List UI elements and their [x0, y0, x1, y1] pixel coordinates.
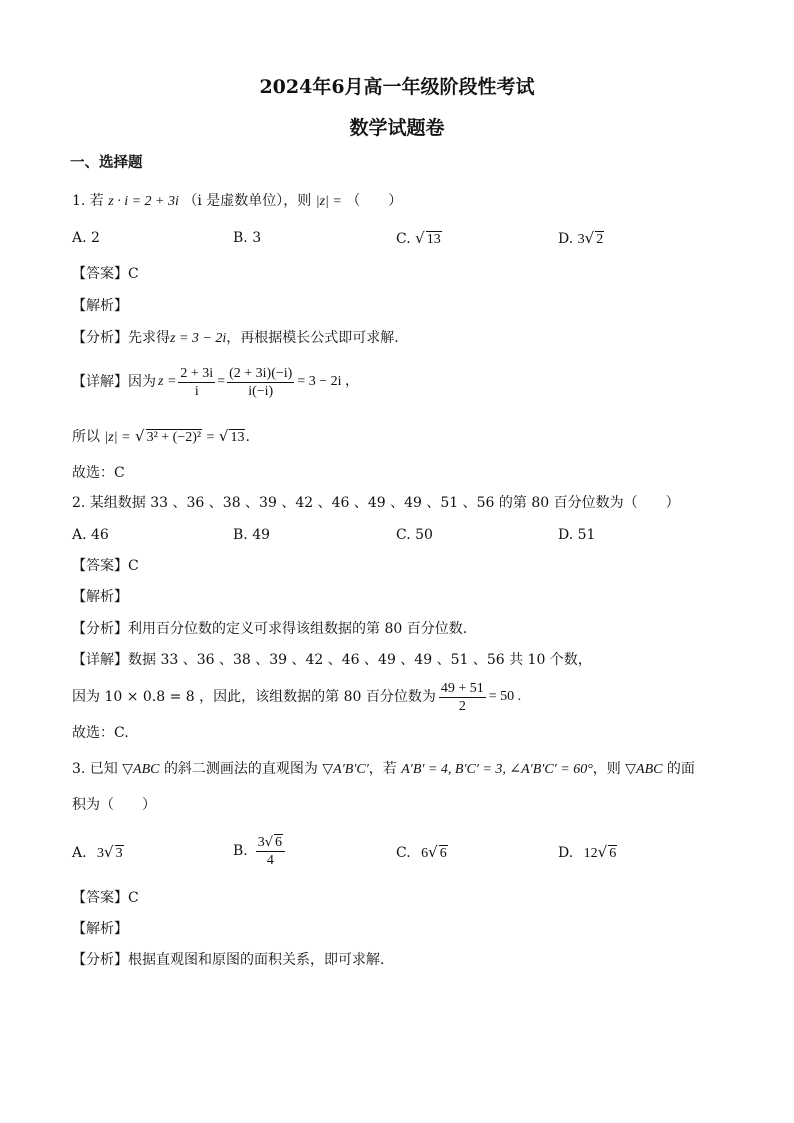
question-2-option-b: B. 49: [233, 527, 271, 543]
question-3-fenxi: 【分析】根据直观图和原图的面积关系，即可求解.: [72, 952, 385, 968]
question-3-stem: 3. 已知 ▽ABC 的斜二测画法的直观图为 ▽A′B′C′，若 A′B′ = 4, B′C′ = 3, ∠A′B′C′ = 60°，则 ▽ABC 的面: [72, 761, 695, 777]
question-2-analysis-heading: 【解析】: [72, 589, 128, 605]
question-1-option-a: A. 2: [72, 230, 100, 246]
question-1-option-d: D. 3√ 2: [558, 229, 604, 247]
fraction-option-b: $\frac{3√ 6}{4}$: [256, 834, 285, 869]
fraction-percentile: $\frac{49 + 51}{2}$: [440, 680, 484, 714]
question-1-fenxi: 【分析】先求得z = 3 − 2i，再根据模长公式即可求解.: [72, 330, 399, 346]
question-3-option-c: C. 6√ 6: [396, 843, 447, 861]
question-1-stem: 1. 若 z · i = 2 + 3i （i 是虚数单位），则 |z| = （ ）: [72, 193, 403, 209]
question-1-option-c: C. √ 13: [396, 229, 441, 247]
question-1-option-b: B. 3: [233, 230, 262, 246]
question-3-option-d: D. 12√ 6: [558, 843, 617, 861]
exam-subtitle: 数学试题卷: [349, 117, 445, 139]
fraction-1: $\frac{2 + 3i}{i}$: [180, 365, 214, 399]
question-3-option-b: B. $\frac{3√ 6}{4}$: [233, 826, 285, 876]
question-3-option-a: A. 3√ 3: [72, 843, 123, 861]
question-2-fenxi: 【分析】利用百分位数的定义可求得该组数据的第 80 百分位数.: [72, 621, 468, 637]
question-2-option-a: A. 46: [72, 527, 109, 543]
question-2-option-c: C. 50: [396, 527, 433, 543]
exam-title: 2024年6月高一年级阶段性考试: [259, 76, 535, 98]
fraction-2: $\frac{(2 + 3i)(-i)}{i(-i)}$: [229, 365, 293, 399]
question-2-xiangjie: 【详解】数据 33 、36 、38 、39 、42 、46 、49 、49 、51 、56 共 10 个数，: [72, 652, 592, 668]
question-2-stem: 2. 某组数据 33 、36 、38 、39 、42 、46 、49 、49 、51 、56 的第 80 百分位数为（ ）: [72, 495, 680, 511]
question-3-answer: 【答案】C: [72, 890, 139, 906]
question-1-answer: 【答案】C: [72, 266, 139, 282]
question-1-conclusion: 故选：C: [72, 465, 125, 481]
question-3-analysis-heading: 【解析】: [72, 921, 128, 937]
question-1-analysis-heading: 【解析】: [72, 298, 128, 314]
question-2-answer: 【答案】C: [72, 558, 139, 574]
section-heading-choice: 一、选择题: [70, 154, 143, 171]
question-2-yinwei: 因为 10 × 0.8 = 8 ，因此，该组数据的第 80 百分位数为 $\frac{49 + 51}{2}$ = 50 .: [72, 680, 522, 714]
question-2-option-d: D. 51: [558, 527, 596, 543]
question-1-xiangjie: 【详解】因为 z = $\frac{2 + 3i}{i}$ = $\frac{(2 + 3i)(-i)}{i(-i)}$ = 3 − 2i ，: [72, 365, 360, 399]
question-2-conclusion: 故选：C.: [72, 725, 129, 741]
question-1-suoyi: 所以 |z| = √ 3² + (−2)² = √ 13.: [72, 427, 250, 445]
question-3-stem-line2: 积为（ ）: [72, 797, 156, 813]
